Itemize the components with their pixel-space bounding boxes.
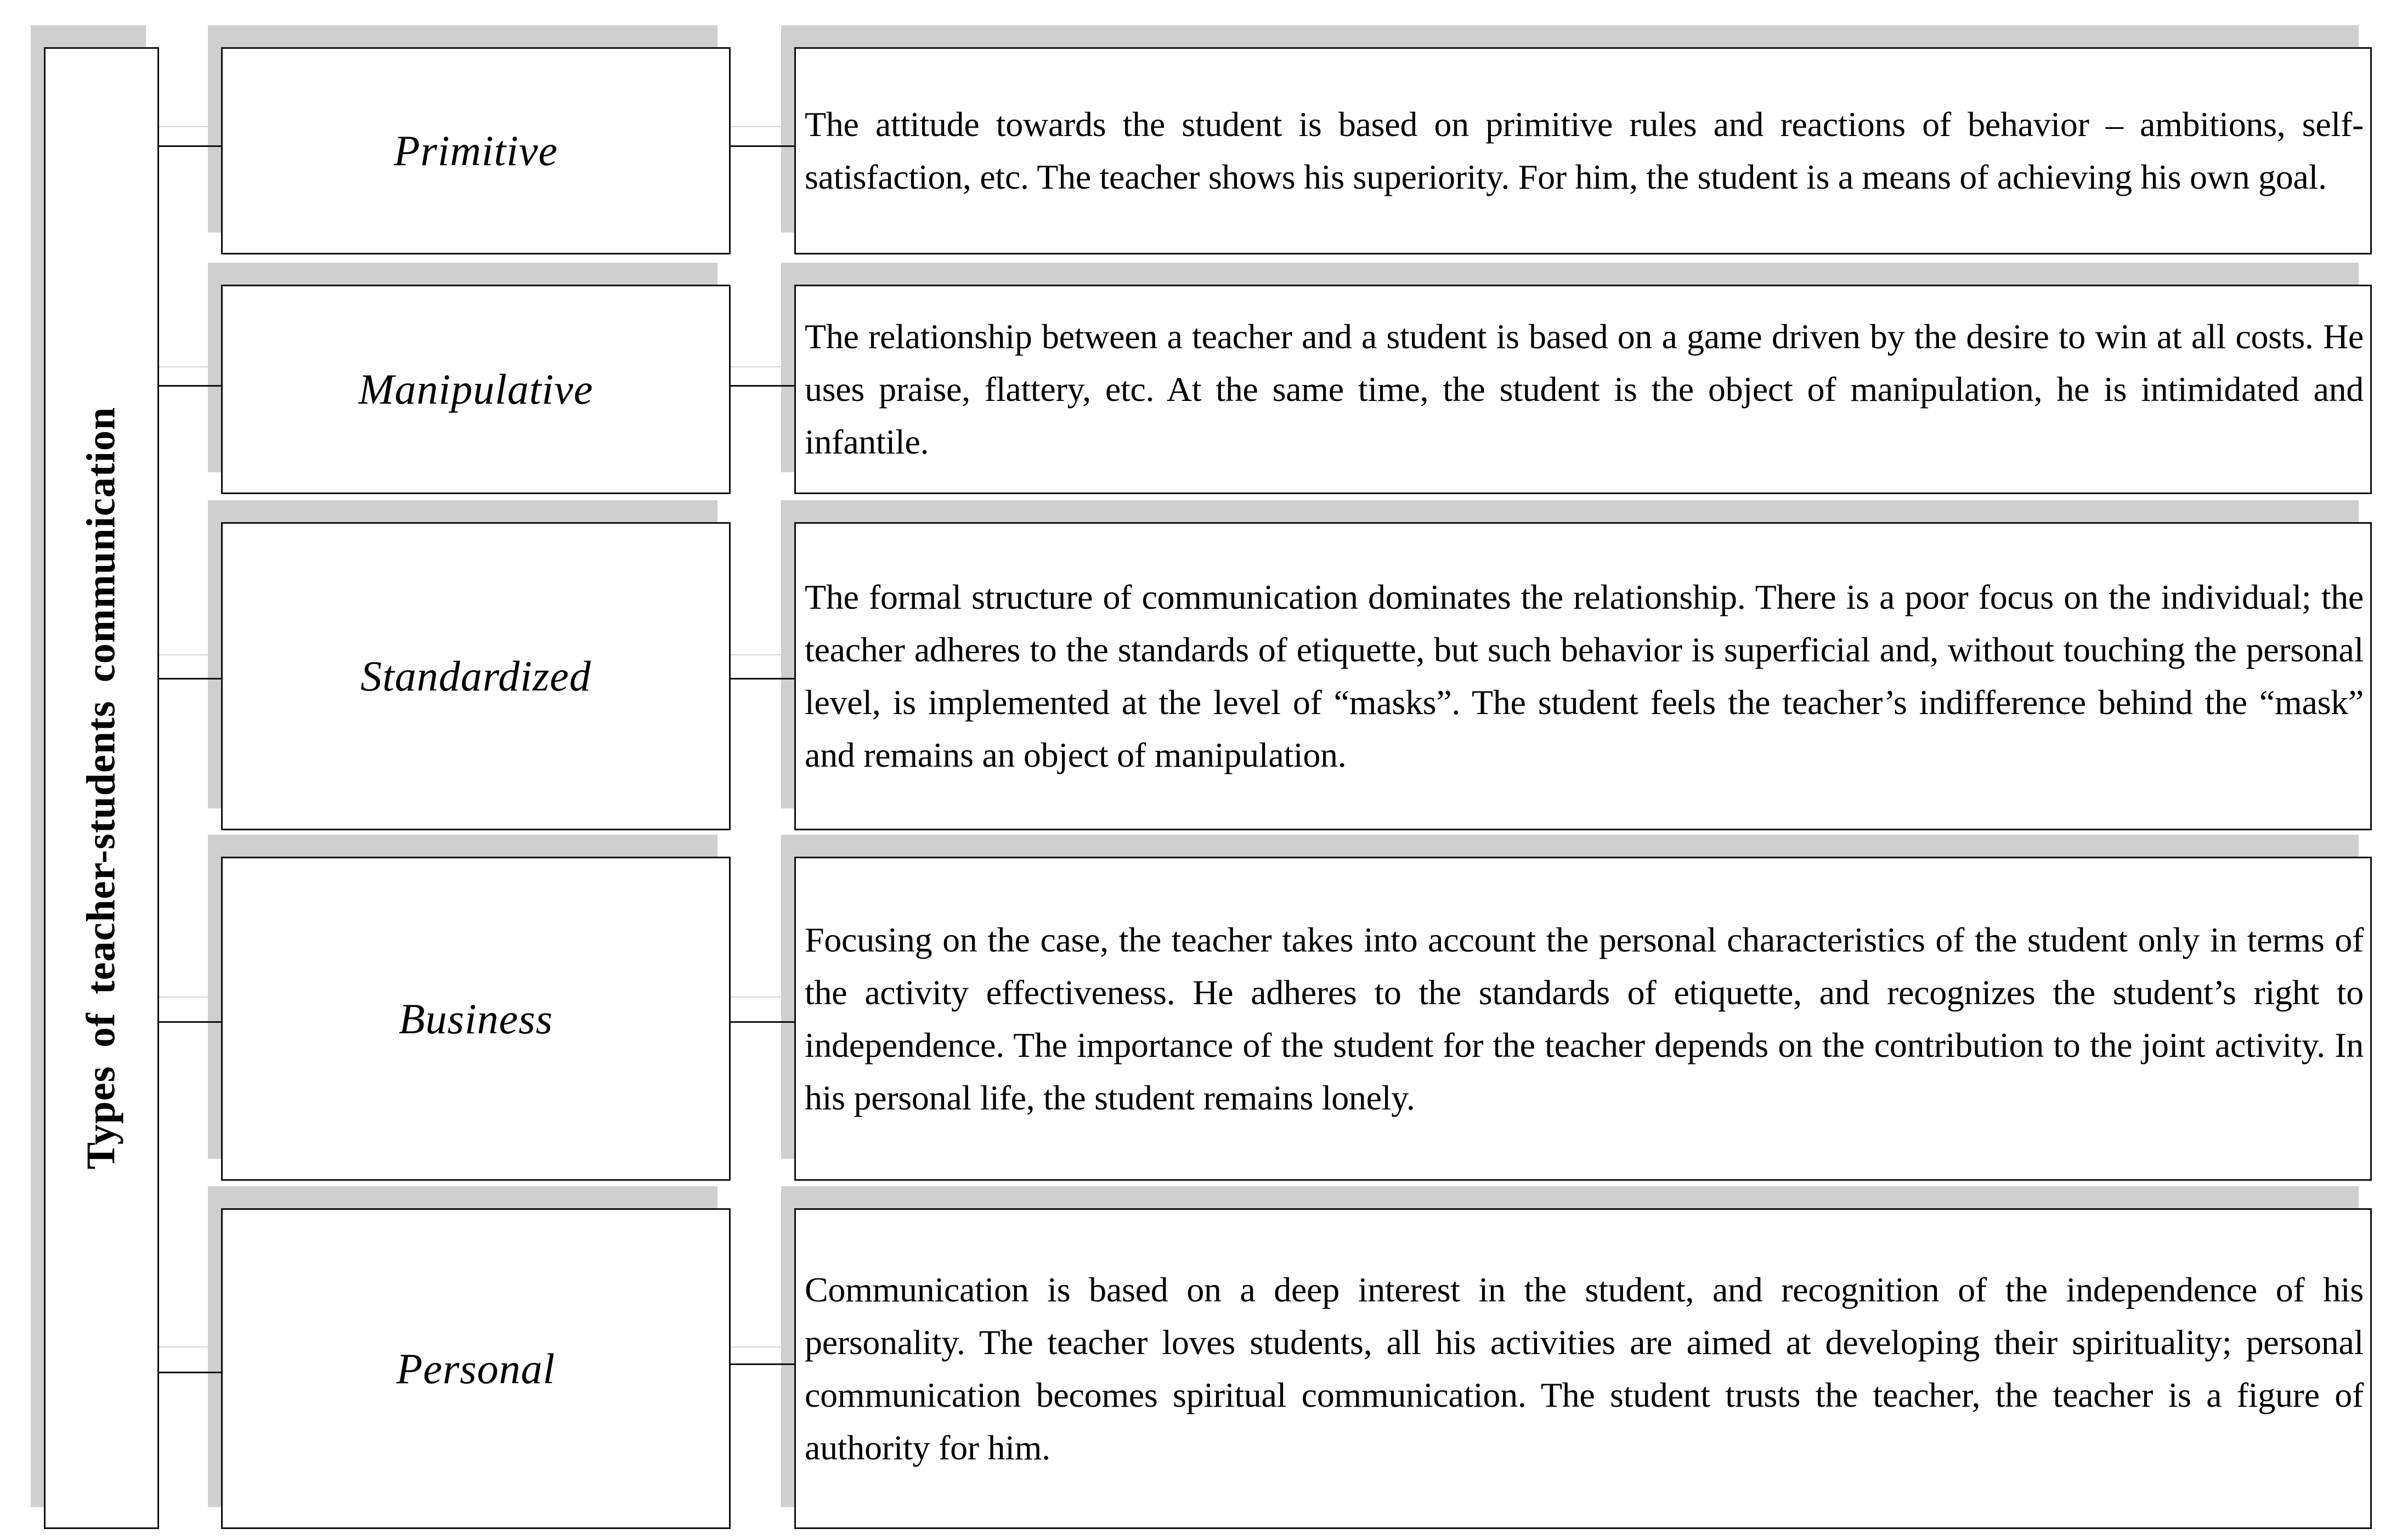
connector-title-standardized <box>159 678 221 680</box>
description-box-manipulative <box>794 285 2372 494</box>
type-box-primitive <box>221 47 731 254</box>
description-box-primitive <box>794 47 2372 254</box>
connector-title-manipulative <box>159 385 221 387</box>
type-box-manipulative <box>221 285 731 494</box>
connector-personal-description <box>731 1363 794 1365</box>
title-box <box>44 47 159 1529</box>
connector-manipulative-description <box>731 385 794 387</box>
description-text: The formal structure of communication dominates the relationship. There is a poor focus on the individual; the teacher adheres to the standards of etiquette, but such behavior is superficial and, without touching the personal level, is implemented at the level of “masks”. The student feels the teacher’s indifference behind the “mask” and remains an object of manipulation. <box>805 578 2364 774</box>
connector-title-business <box>159 1021 221 1023</box>
description-text: Communication is based on a deep interest in the student, and recognition of the independence of his personality. The teacher loves students, all his activities are aimed at developing their spirituality; personal communication becomes spiritual communication. The student trusts the teacher, the teacher is a figure of authority for him. <box>805 1270 2364 1467</box>
type-box-business <box>221 857 731 1181</box>
type-label: Personal <box>396 1344 556 1392</box>
description-box-business <box>794 857 2372 1181</box>
description-box-standardized <box>794 522 2372 830</box>
type-label: Manipulative <box>358 365 594 413</box>
type-label: Business <box>399 994 553 1043</box>
diagram-title: Types of teacher-students communication <box>78 406 124 1170</box>
description-text: The attitude towards the student is based on primitive rules and reactions of behavior – ambitions, self-satisfaction, etc. The teacher shows his superiority. For him, the student is a means of achieving his own goal. <box>805 105 2364 196</box>
connector-standardized-description <box>731 678 794 680</box>
type-label: Primitive <box>393 127 558 174</box>
description-box-personal <box>794 1208 2372 1529</box>
connector-business-description <box>731 1021 794 1023</box>
type-box-personal <box>221 1208 731 1529</box>
type-label: Standardized <box>360 652 591 700</box>
type-box-standardized <box>221 522 731 830</box>
connector-title-personal <box>159 1372 221 1373</box>
connector-primitive-description <box>731 145 794 147</box>
description-text: The relationship between a teacher and a student is based on a game driven by the desire to win at all costs. He uses praise, flattery, etc. At the same time, the student is the object of manipulation, he is intimidated and infantile. <box>805 317 2364 461</box>
connector-title-primitive <box>159 145 221 147</box>
description-text: Focusing on the case, the teacher takes into account the personal characteristics of the student only in terms of the activity effectiveness. He adheres to the standards of etiquette, and recognizes the student’s right to independence. The importance of the student for the teacher depends on the contribution to the joint activity. In his personal life, the student remains lonely. <box>805 920 2364 1117</box>
